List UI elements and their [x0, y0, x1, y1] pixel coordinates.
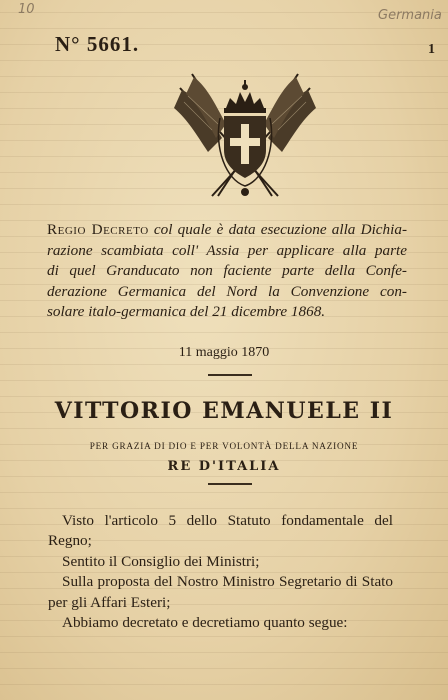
sovereign-name: VITTORIO EMANUELE II	[54, 398, 394, 424]
body-line: Abbiamo decretato e decretiamo quanto segue:	[62, 614, 348, 632]
savoy-emblem-icon	[160, 68, 330, 208]
decree-number: N° 5661.	[55, 32, 140, 56]
decree-date: 11 maggio 1870	[178, 345, 270, 360]
decree-title-line: col quale è data esecuzione alla Dichia-	[153, 221, 408, 238]
sovereign-grace: PER GRAZIA DI DIO E PER VOLONTÀ DELLA NAZIONE	[89, 441, 359, 451]
decree-title-line: razione scambiata coll' Assia per applicare alla parte	[47, 241, 407, 259]
divider	[208, 374, 252, 376]
handwritten-country-note: Germania	[378, 8, 442, 23]
decree-title-line: solare italo-germanica del 21 dicembre 1868.	[47, 303, 326, 321]
body-line: Visto l'articolo 5 dello Statuto fondamentale del	[62, 512, 393, 529]
decree-title-line: di quel Granducato non faciente parte della Confe-	[47, 262, 407, 280]
body-line: Sentito il Consiglio dei Ministri;	[62, 552, 260, 570]
decree-title-lead: Regio Decreto	[47, 221, 149, 238]
decree-title-line: derazione Germanica del Nord la Convenzione con-	[47, 282, 407, 300]
body-line: per gli Affari Esteri;	[48, 593, 171, 611]
divider	[208, 483, 252, 485]
page-number: 1	[428, 42, 435, 57]
sovereign-title: RE D'ITALIA	[167, 459, 281, 474]
body-line: Sulla proposta del Nostro Ministro Segretario di Stato	[62, 573, 393, 591]
decree-body	[48, 511, 393, 633]
body-line: Regno;	[48, 532, 92, 550]
handwritten-corner-note: 10	[18, 2, 35, 17]
decree-title	[47, 220, 407, 323]
